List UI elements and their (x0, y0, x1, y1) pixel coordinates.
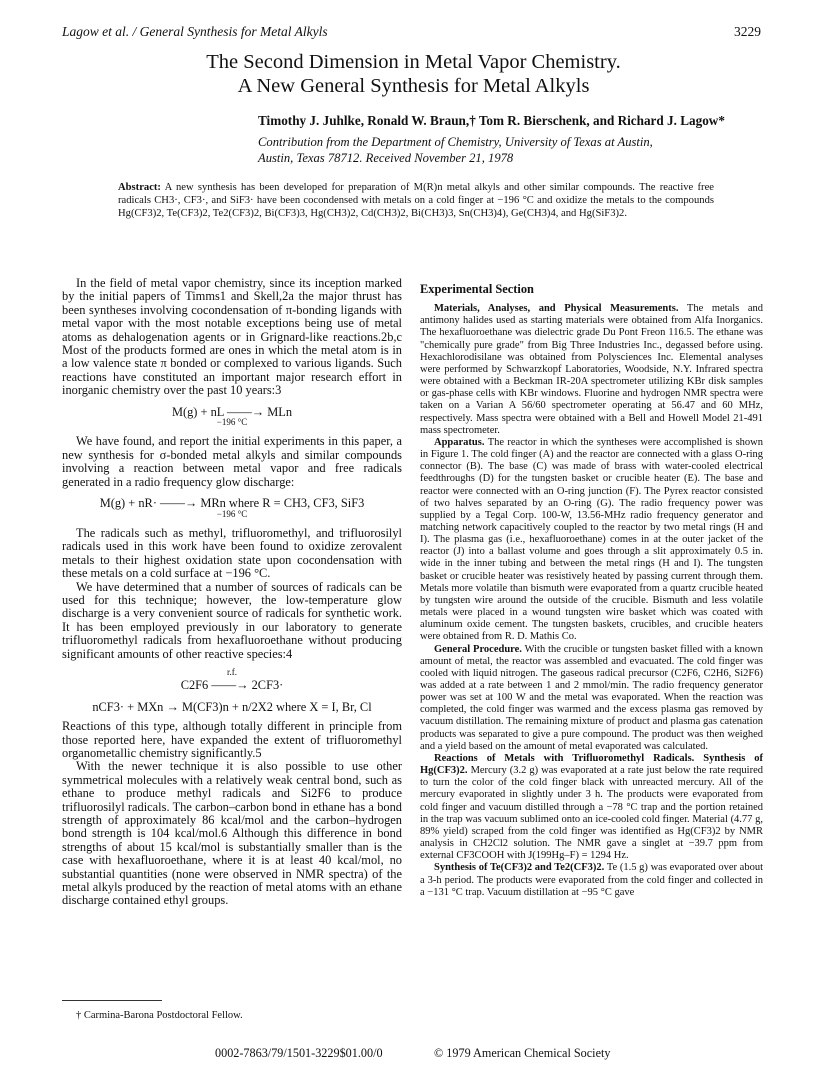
right-column (420, 283, 763, 899)
affiliation (258, 134, 728, 166)
intro-paragraph-5: Reactions of this type, although totally different in principle from those reported here, have expanded the extent of trifluoromethyl organometallic chemistry significantly.5 (62, 719, 402, 760)
hgcf3-heading: Reactions of Metals with Trifluoromethyl Radicals. Synthesis of Hg(CF3)2. (420, 752, 763, 777)
tecf3-paragraph (420, 862, 763, 898)
equation-2 (62, 497, 402, 521)
article-title (0, 50, 827, 98)
tecf3-text: Te (1.5 g) was evaporated over about a 3-h period. The products were evaporated from the cold finger and collected in a −131 °C trap. Vacuum distillation at −95 °C gave (420, 862, 763, 898)
equation-2-text: M(g) + nR· ——→ MRn where R = CH3, CF3, SiF3 (99, 496, 365, 511)
running-title: Lagow et al. / General Synthesis for Metal Alkyls (62, 24, 328, 39)
equation-4: nCF3· + MXn → M(CF3)n + n/2X2 where X = I, Br, Cl (92, 699, 372, 714)
section-title: Experimental Section (420, 282, 534, 296)
intro-paragraph-2: We have found, and report the initial experiments in this paper, a new synthesis for σ-bonded metal alkyls and similar compounds involving a reaction between metal vapor and free radicals generated in a radio frequency glow discharge: (62, 434, 402, 489)
equation-3-condition: r.f. (227, 666, 237, 677)
procedure-text: With the crucible or tungsten basket filled with a known amount of metal, the reactor was assembled and evacuated. The cold finger was cooled with liquid nitrogen. The gaseous radical precursor (C2F6, C2H6, Si2F6) was added at a rate between 1 and 2 mmol/min. The radio frequency generator power was set at 100 W and the metal was evaporated. When the reaction was completed, the cold finger was warmed and the excess plasma gas removed by vacuum distillation. The remaining mixture of product and plasma gas catenation products was separated to give a pure compound. The product was then weighed and a yield based on the amount of metal evaporated was calculated. (420, 643, 764, 752)
title-line-1: The Second Dimension in Metal Vapor Chemistry. (206, 51, 621, 73)
abstract-text: A new synthesis has been developed for preparation of M(R)n metal alkyls and other similar compounds. The reactive free radicals CH3·, CF3·, and SiF3· have been cocondensed with metals on a cold finger at −196 °C and oxidize the metals to the compounds Hg(CF3)2, Te(CF3)2, Te2(CF3)2, Bi(CF3)3, Hg(CH3)2, Cd(CH3)2, Bi(CH3)3, Sn(CH3)4), Ge(CH3)4, and Hg(SiF3)2. (118, 182, 714, 219)
footnote-rule (62, 1000, 162, 1001)
equation-2-condition: −196 °C (216, 508, 248, 519)
procedure-heading: General Procedure. (434, 643, 522, 655)
intro-paragraph-3: The radicals such as methyl, trifluoromethyl, and trifluorosilyl radicals used in this work have been found to oxidize zerovalent metals to their highest oxidation state upon cocondensation with these metals on a cold surface at −196 °C. (62, 525, 402, 581)
apparatus-text: The reactor in which the syntheses were accomplished is shown in Figure 1. The cold finger (A) and the reactor are connected with a glass O-ring connector (B). The base (C) was made of brass with water-cooled electrical feedthroughs (D) for the tungsten basket or crucible heater (E). The base and reactor were connected with an O-ring junction (F). The Pyrex reactor consisted of two halves separated by an O-ring (G). The radio frequency power was supplied by a Tegal Corp. 100-W, 13.56-MHz radio frequency generator and matching network capacitively coupled to the reactor by two metal rings (H and I). The plasma gas (i.e., hexafluoroethane) comes in at the outer jacket of the reactor (J) into a ballast volume and goes through a slit approximately 0.5 in. wide in the inner tubing and between the metal rings (H and I). The tungsten basket or crucible heater was resistively heated by passing current through them. Metals more volatile than bismuth were evaporated from a quartz crucible heated by tungsten wire around the outside of the crucible. Bismuth and less volatile metals were placed in a wound tungsten wire basket which was coated with aluminum oxide cement. The tungsten baskets, crucibles, and crucible heaters were obtained from R. D. Mathis Co. (420, 436, 764, 643)
left-column (62, 277, 402, 908)
intro-paragraph-6: With the newer technique it is also possible to use other symmetrical molecules with a relatively weak central bond, such as ethane to produce methyl radicals and Si2F6 to produce trifluorosilyl radicals. The carbon–carbon bond in ethane has a bond strength of approximately 86 kcal/mol and the carbon–hydrogen bond strength is 104 kcal/mol.6 Although this difference in bond strengths of about 15 kcal/mol is substantially smaller than is the case with hexafluoroethane, where it is at least 40 kcal/mol, no substantial quantities (none were observed in NMR spectra) of the metal alkyls produced by the reaction of metal atoms with an ethane discharge contained ethyl groups. (62, 759, 402, 908)
hgcf3-paragraph (420, 753, 763, 862)
equation-1 (62, 406, 402, 430)
equation-3 (62, 666, 402, 693)
procedure-paragraph (420, 644, 763, 753)
footnote: † Carmina-Barona Postdoctoral Fellow. (76, 1010, 243, 1021)
apparatus-paragraph (420, 437, 763, 644)
equation-1-text: M(g) + nL ——→ MLn (171, 404, 293, 419)
equation-1-condition: −196 °C (216, 417, 248, 428)
copyright: © 1979 American Chemical Society (434, 1046, 611, 1060)
apparatus-heading: Apparatus. (434, 436, 485, 448)
hgcf3-text: Mercury (3.2 g) was evaporated at a rate just below the rate required to turn the color of the cold finger black with unreacted mercury. All of the mercury evaporated in slightly under 3 h. The products were evaporated from cold finger and vacuum distilled through a −78 °C trap and the portion retained in the trap was vacuum sublimed onto an ice-cooled cold finger. Material (4.77 g, 89% yield) scraped from the cold finger was identified as Hg(CF3)2 by NMR analysis in CH2Cl2 solution. The NMR gave a singlet at −39.7 ppm from external CF3COOH with J(199Hg–F) = 1294 Hz. (420, 765, 763, 862)
equation-3-text: C2F6 ——→ 2CF3· (180, 678, 284, 693)
materials-text: The metals and antimony halides used as starting materials were obtained from Alfa Inorganics. The hexafluoroethane was dielectric grade Du Pont Freon 116.5. The ethane was "chemically pure grade" from Big Three Industries Inc., degassed before using. Hexachlorodisilane was obtained from Polysciences Inc. Elemental analyses were performed by Schwarzkopf Laboratories, Woodside, N.Y. Infrared spectra were obtained with a Beckman IR-20A spectrometer utilizing KBr disk samples or gas-phase cells with KBr windows. Fluorine and hydrogen NMR spectra were taken on a Varian A 56/60 spectrometer operating at 56.47 and 60 MHz, respectively. Mass spectra were obtained with a Bell and Howell Model 21-491 mass spectrometer. (420, 303, 763, 436)
author-list: Timothy J. Juhlke, Ronald W. Braun,† Tom R. Bierschenk, and Richard J. Lagow* (258, 113, 725, 128)
title-line-2: A New General Synthesis for Metal Alkyls (237, 75, 590, 97)
article-code: 0002-7863/79/1501-3229$01.00/0 (215, 1046, 383, 1060)
abstract (118, 182, 714, 220)
page-number: 3229 (734, 24, 761, 39)
tecf3-heading: Synthesis of Te(CF3)2 and Te2(CF3)2. (434, 862, 605, 874)
affiliation-line-1: Contribution from the Department of Chemistry, University of Texas at Austin, (258, 135, 653, 149)
abstract-label: Abstract: (118, 182, 161, 193)
intro-paragraph-4: We have determined that a number of sources of radicals can be used for this technique; however, the low-temperature glow discharge is a very convenient source of radicals for synthetic work. It has been employed previously in our laboratory to generate trifluoromethyl radicals from hexafluoroethane without producing significant amounts of other reactive species:4 (62, 579, 402, 661)
intro-paragraph-1: In the field of metal vapor chemistry, since its inception marked by the initial papers of Timms1 and Skell,2a the major thrust has been syntheses involving cocondensation of π-bonding ligands with metal vapor with the most notable exceptions being use of metal atoms as dehalogenation agents or in Grignard-like reactions.2b,c Most of the products formed are ones in which the metal atom is in a low valence state π bonded or complexed to various ligands. Such reactions have constituted an important major research effort in inorganic chemistry over the past 10 years:3 (62, 276, 402, 398)
materials-heading: Materials, Analyses, and Physical Measurements. (434, 303, 679, 315)
materials-paragraph (420, 303, 763, 437)
affiliation-line-2: Austin, Texas 78712. Received November 21, 1978 (258, 151, 514, 165)
